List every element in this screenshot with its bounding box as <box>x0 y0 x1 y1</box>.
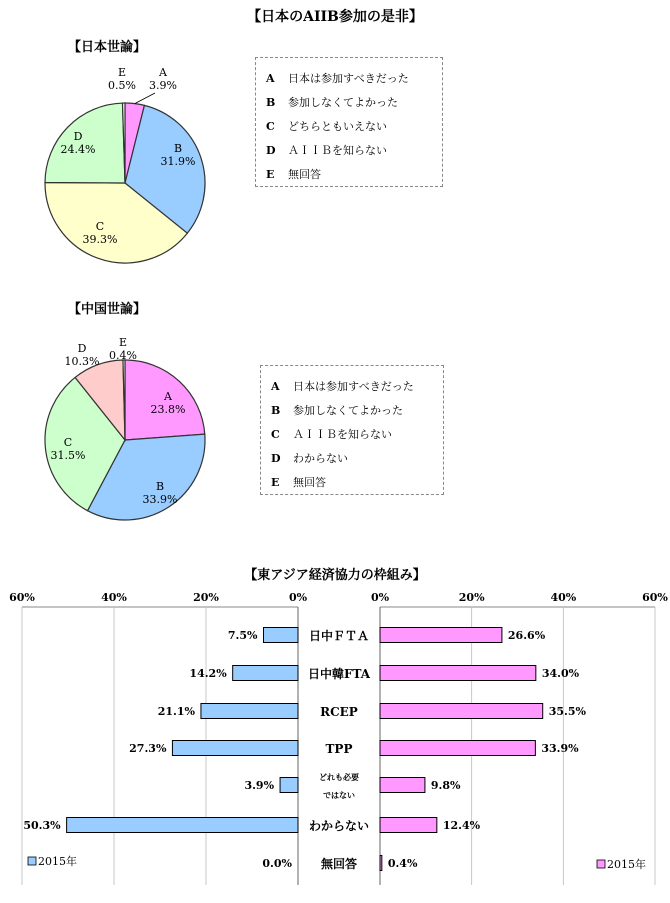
right-bar <box>380 818 437 833</box>
svg-text:10.3%: 10.3% <box>64 355 100 368</box>
japan-legend-item-b: B 参加しなくてよかった <box>266 96 398 109</box>
bar-chart <box>0 585 670 890</box>
right-bar <box>380 741 535 756</box>
svg-text:31.5%: 31.5% <box>50 449 86 462</box>
svg-text:B: B <box>173 142 183 155</box>
category-label: 日中韓FTA <box>307 667 371 681</box>
right-bar <box>380 704 543 719</box>
svg-text:33.9%: 33.9% <box>142 493 178 506</box>
left-tick-label: 0% <box>288 591 308 604</box>
svg-text:2015年: 2015年 <box>607 858 646 871</box>
svg-text:C: C <box>63 436 73 449</box>
svg-text:23.8%: 23.8% <box>150 403 186 416</box>
right-tick-label: 60% <box>642 591 668 604</box>
svg-text:B: B <box>155 480 165 493</box>
main-title: 【日本のAIIB参加の是非】 <box>247 9 423 25</box>
svg-text:39.3%: 39.3% <box>82 233 118 246</box>
china-slice-label-e <box>109 336 137 362</box>
category-label: RCEP <box>320 705 358 719</box>
svg-text:E: E <box>117 66 127 79</box>
right-bar <box>380 628 502 643</box>
svg-text:E: E <box>118 336 128 349</box>
left-bar <box>172 741 298 756</box>
right-value-label: 34.0% <box>541 667 580 680</box>
category-label: ではない <box>323 790 355 800</box>
japan-legend-item-a: A 日本は参加すべきだった <box>266 72 409 85</box>
svg-text:24.4%: 24.4% <box>60 143 96 156</box>
left-bar <box>264 628 299 643</box>
japan-pie-chart <box>30 60 230 285</box>
svg-text:0.5%: 0.5% <box>108 79 136 92</box>
svg-text:3.9%: 3.9% <box>149 79 177 92</box>
left-value-label: 50.3% <box>23 819 61 832</box>
right-bar <box>380 856 382 871</box>
category-label: 無回答 <box>320 857 358 871</box>
japan-slice-label-e <box>108 66 136 92</box>
right-value-label: 26.6% <box>507 629 546 642</box>
left-tick-label: 60% <box>9 591 35 604</box>
right-bar <box>380 666 536 681</box>
left-tick-label: 40% <box>101 591 127 604</box>
left-value-label: 7.5% <box>227 629 258 642</box>
right-bar <box>380 778 425 793</box>
japan-legend <box>255 57 443 187</box>
china-legend-item-c: C ＡＩＩＢを知らない <box>271 428 392 441</box>
japan-slice-label-a <box>149 66 177 92</box>
bar-chart-title: 【東アジア経済協力の枠組み】 <box>244 568 426 583</box>
left-value-label: 21.1% <box>157 705 195 718</box>
left-bar <box>67 818 298 833</box>
left-value-label: 14.2% <box>189 667 227 680</box>
svg-text:A: A <box>164 390 172 403</box>
category-label: どれも必要 <box>319 772 359 782</box>
svg-text:D: D <box>73 130 83 143</box>
china-legend <box>260 365 444 495</box>
japan-legend-item-c: C どちらともいえない <box>266 120 387 133</box>
right-value-label: 9.8% <box>430 779 461 792</box>
japan-legend-item-d: D ＡＩＩＢを知らない <box>266 144 387 157</box>
left-bar <box>280 778 298 793</box>
japan-leader-line-a <box>135 93 155 104</box>
right-value-label: 33.9% <box>541 742 579 755</box>
left-bar <box>233 666 298 681</box>
china-legend-item-d: D わからない <box>271 452 348 465</box>
left-tick-label: 20% <box>193 591 219 604</box>
legend-left <box>28 854 77 868</box>
japan-section-title: 【日本世論】 <box>68 40 147 55</box>
svg-text:0.4%: 0.4% <box>109 349 137 362</box>
left-value-label: 3.9% <box>244 779 275 792</box>
china-section-title: 【中国世論】 <box>68 302 147 317</box>
china-legend-item-b: B 参加しなくてよかった <box>271 404 403 417</box>
right-value-label: 35.5% <box>548 705 586 718</box>
right-tick-label: 20% <box>458 591 485 604</box>
japan-legend-item-e: E 無回答 <box>266 168 321 181</box>
right-value-label: 12.4% <box>442 819 481 832</box>
left-bar <box>201 704 298 719</box>
china-legend-item-a: A 日本は参加すべきだった <box>271 380 414 393</box>
category-label: わからない <box>308 819 370 833</box>
left-value-label: 0.0% <box>262 857 292 870</box>
svg-text:C: C <box>95 220 105 233</box>
svg-text:2015年: 2015年 <box>38 855 77 868</box>
right-tick-label: 40% <box>550 591 577 604</box>
svg-text:31.9%: 31.9% <box>160 155 196 168</box>
china-pie-chart <box>30 330 230 530</box>
svg-text:A: A <box>159 66 167 79</box>
svg-text:D: D <box>77 342 87 355</box>
china-legend-item-e: E 無回答 <box>271 476 326 489</box>
category-label: TPP <box>325 742 353 756</box>
china-slice-label-d <box>65 342 100 368</box>
right-value-label: 0.4% <box>387 857 418 870</box>
left-value-label: 27.3% <box>129 742 167 755</box>
legend-right <box>597 857 646 871</box>
right-tick-label: 0% <box>370 591 390 604</box>
category-label: 日中ＦＴＡ <box>308 629 370 643</box>
